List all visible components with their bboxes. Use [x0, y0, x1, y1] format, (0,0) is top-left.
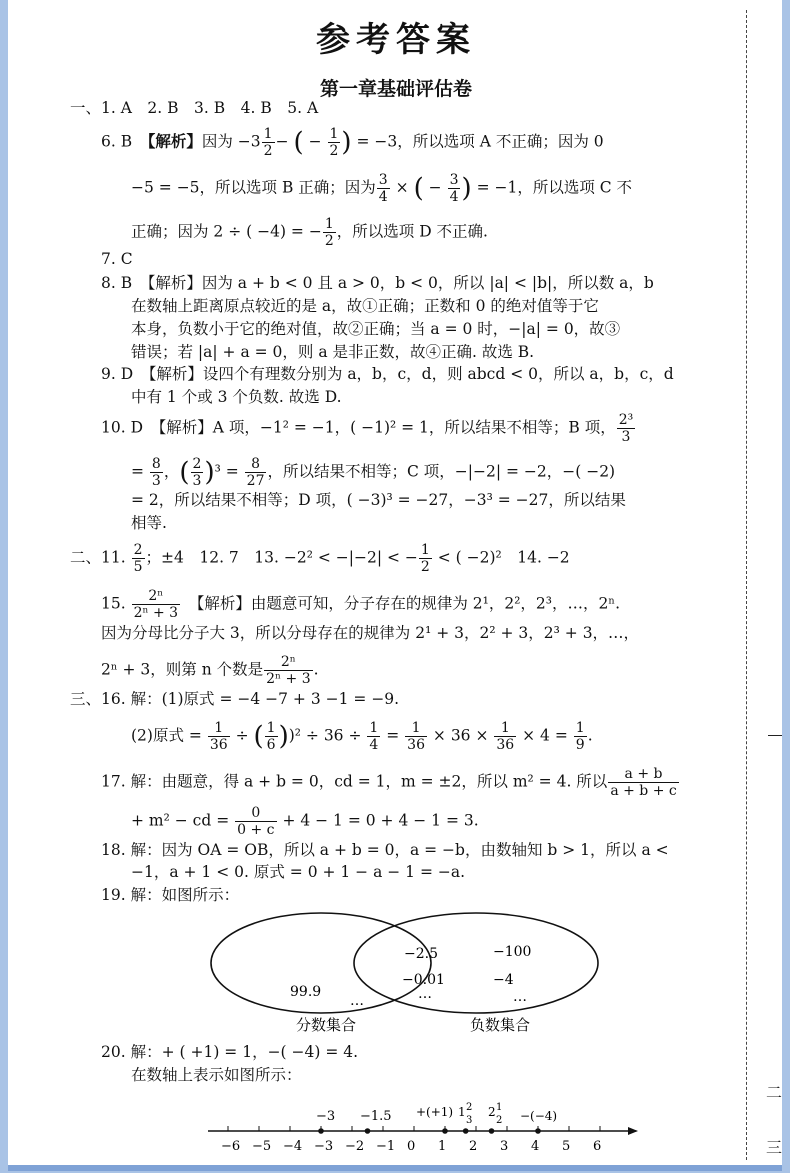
q10-line3: = 2，所以结果不相等；D 项，( −3)³ = −27，−3³ = −27，所以结果	[131, 491, 626, 509]
point-label: −3	[316, 1109, 336, 1124]
tick-label: −4	[283, 1139, 303, 1154]
answer-page	[8, 0, 782, 1171]
point-label: 2	[488, 1105, 496, 1119]
tick-label: 0	[407, 1139, 416, 1154]
venn-item: −2.5	[404, 946, 438, 962]
q9-line: 9. D 【解析】设四个有理数分别为 a，b，c，d，则 abcd < 0，所以 a，b，c，d	[101, 365, 674, 383]
venn-item: −100	[493, 944, 532, 960]
tick-label: −3	[314, 1139, 334, 1154]
venn-left-label: 分数集合	[296, 1016, 357, 1034]
plotted-point	[318, 1128, 324, 1134]
number-line	[198, 1098, 648, 1160]
plotted-point	[463, 1128, 469, 1134]
point-label: 2	[466, 1102, 473, 1113]
point-label: +(+1)	[416, 1105, 454, 1119]
venn-item: …	[418, 986, 432, 1002]
q18-line: 18. 解：因为 OA = OB，所以 a + b = 0，a = −b，由数轴知 b > 1，所以 a <	[101, 841, 669, 859]
plotted-point	[489, 1128, 495, 1134]
point-label: 1	[458, 1105, 466, 1119]
venn-item: …	[513, 989, 527, 1005]
q10-line1: 10. D 【解析】A 项，−1² = −1，( −1)² = 1，所以结果不相等；B 项， $\frac{\text{2³}}{3}$	[101, 412, 634, 445]
venn-item: 99.9	[290, 984, 322, 1000]
q20-line: 在数轴上表示如图所示：	[131, 1066, 302, 1084]
tick-label: 5	[562, 1139, 571, 1154]
q9-line: 中有 1 个或 3 个负数. 故选 D.	[131, 388, 342, 406]
q17-line1: 17. 解：由题意，得 a + b = 0，cd = 1，m = ±2，所以 m² = 4. 所以 $\frac{a + b}{a + b + c}$	[101, 766, 677, 799]
q15-line1: 15. $\frac{\text{2ⁿ}}{\text{2ⁿ + 3}}$ 【解析】由题意可知，分子存在的规律为 2¹，2²，2³，…，2ⁿ.	[101, 588, 620, 621]
q15-line3: 2ⁿ + 3，则第 n 个数是 $\frac{\text{2ⁿ}}{\text{2ⁿ + 3}}$ .	[101, 654, 319, 687]
q6-line3: 正确；因为 2 ÷ ( −4) = − $\frac{1}{2}$ ，所以选项 D 不正确.	[131, 216, 488, 249]
q8-line: 在数轴上距离原点较近的是 a，故①正确；正数和 0 的绝对值等于它	[131, 297, 599, 315]
tick-label: −5	[252, 1139, 272, 1154]
negative-set-ellipse	[354, 913, 598, 1013]
margin-dash	[768, 735, 782, 736]
q6-line1: 6. B 【解析】因为 −3 $\frac{1}{2}$ − ( − $\frac{1}{2}$ ) = −3，所以选项 A 不正确；因为 0	[101, 126, 604, 159]
q16-line1: 三、16. 解：(1)原式 = −4 −7 + 3 −1 = −9.	[70, 690, 400, 708]
point-label: 1	[496, 1102, 503, 1113]
q8-line: 本身，负数小于它的绝对值，故②正确；当 a = 0 时，−|a| = 0，故③	[131, 320, 621, 338]
q17-line2: + m² − cd = $\frac{0}{0 + c}$ + 4 − 1 = 0 + 4 − 1 = 3.	[131, 805, 479, 838]
point-label: −(−4)	[520, 1109, 558, 1123]
dashed-fold-line	[746, 10, 747, 1160]
margin-mark: 三	[766, 1138, 783, 1157]
q20-line: 20. 解：+ ( +1) = 1，−( −4) = 4.	[101, 1043, 359, 1061]
q19-line: 19. 解：如图所示：	[101, 886, 240, 904]
q6-line2: −5 = −5，所以选项 B 正确；因为 $\frac{3}{4}$ × ( − $\frac{3}{4}$ ) = −1，所以选项 C 不	[131, 172, 633, 205]
plotted-point	[535, 1128, 541, 1134]
venn-diagram	[208, 908, 628, 1038]
tick-label: −2	[345, 1139, 365, 1154]
tick-label: 2	[469, 1139, 478, 1154]
venn-right-label: 负数集合	[470, 1016, 531, 1034]
tick-label: 4	[531, 1139, 540, 1154]
q10-line2: = $\frac{8}{3}$ ，( $\frac{2}{3}$ )³ = $\frac{8}{27}$ ，所以结果不相等；C 项，−|−2| = −2，−( −2)	[131, 456, 616, 489]
margin-mark: 二	[766, 1083, 783, 1102]
tick-label: 6	[593, 1139, 602, 1154]
q16-line2: (2)原式 = $\frac{1}{36}$ ÷ ( $\frac{1}{6}$ ))² ÷ 36 ÷ $\frac{1}{4}$ = $\frac{1}{36}$ × 36 × $\frac{1}{36}$ × 4 = $\frac{1}{9}$ .	[131, 720, 593, 753]
plotted-point	[365, 1128, 371, 1134]
tick-label: 1	[438, 1139, 447, 1154]
venn-item: −0.01	[402, 972, 445, 988]
q10-line4: 相等.	[131, 514, 167, 532]
tick-label: −6	[221, 1139, 241, 1154]
tick-label: −1	[376, 1139, 396, 1154]
q18-line: −1，a + 1 < 0. 原式 = 0 + 1 − a − 1 = −a.	[131, 863, 466, 881]
point-label: 2	[496, 1115, 503, 1126]
q11-line: 二、11. $\frac{2}{5}$ ；±4 12. 7 13. −2² < −|−2| < − $\frac{1}{2}$ < ( −2)² 14. −2	[70, 542, 570, 575]
plotted-point	[442, 1128, 448, 1134]
venn-item: −4	[493, 972, 514, 988]
q7-line: 7. C	[101, 250, 133, 268]
chapter-title: 第一章基础评估卷	[319, 78, 472, 100]
point-label: 3	[466, 1115, 473, 1126]
venn-item: …	[350, 993, 364, 1009]
page-title: 参考答案	[316, 20, 476, 60]
q8-line: 8. B 【解析】因为 a + b < 0 且 a > 0，b < 0，所以 |a| < |b|，所以数 a，b	[101, 274, 654, 292]
answer-line: 一、1. A 2. B 3. B 4. B 5. A	[70, 99, 319, 117]
q15-line2: 因为分母比分子大 3，所以分母存在的规律为 2¹ + 3，2² + 3，2³ + 3，…，	[101, 624, 640, 642]
tick-label: 3	[500, 1139, 509, 1154]
point-label: −1.5	[360, 1109, 392, 1124]
q8-line: 错误；若 |a| + a = 0，则 a 是非正数，故④正确. 故选 B.	[131, 343, 535, 361]
